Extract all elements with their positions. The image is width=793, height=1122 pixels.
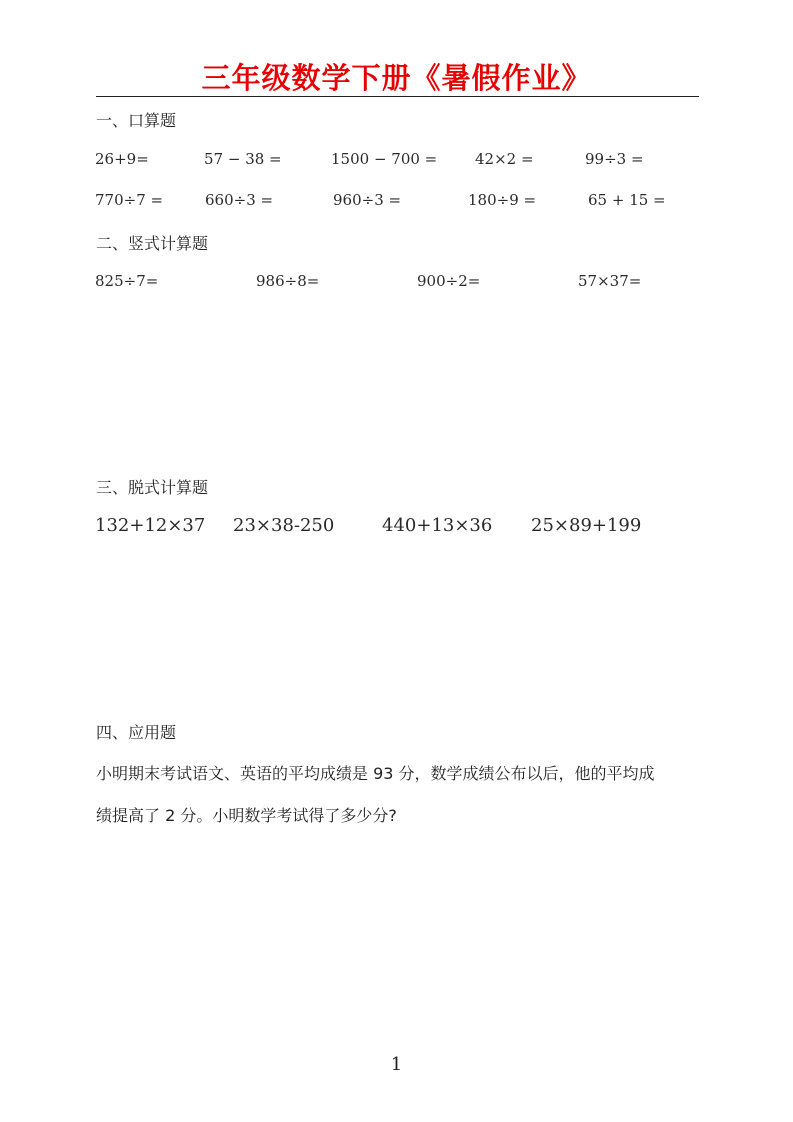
oral-problem: 42×2 = — [475, 150, 534, 168]
vertical-problem: 57×37= — [578, 272, 642, 290]
oral-problem: 660÷3 = — [205, 191, 274, 209]
section-heading-vertical: 二、竖式计算题 — [96, 234, 209, 253]
oral-problem: 65 + 15 = — [588, 191, 666, 209]
section-heading-stepwise: 三、脱式计算题 — [96, 478, 209, 497]
word-problem-line: 小明期末考试语文、英语的平均成绩是 93 分，数学成绩公布以后，他的平均成 — [96, 764, 655, 783]
stepwise-problem: 132+12×37 — [95, 515, 206, 536]
oral-problem: 99÷3 = — [585, 150, 644, 168]
section-heading-application: 四、应用题 — [96, 723, 177, 742]
oral-problem: 770÷7 = — [95, 191, 164, 209]
page-number: 1 — [390, 1054, 403, 1075]
stepwise-problem: 23×38-250 — [233, 515, 335, 536]
oral-problem: 1500 − 700 = — [331, 150, 438, 168]
page-title: 三年级数学下册《暑假作业》 — [201, 61, 592, 95]
title-underline — [96, 96, 699, 97]
oral-problem: 57 − 38 = — [204, 150, 282, 168]
stepwise-problem: 440+13×36 — [382, 515, 493, 536]
vertical-problem: 825÷7= — [95, 272, 159, 290]
vertical-problem: 900÷2= — [417, 272, 481, 290]
oral-problem: 26+9= — [95, 150, 149, 168]
oral-problem: 180÷9 = — [468, 191, 537, 209]
vertical-problem: 986÷8= — [256, 272, 320, 290]
section-heading-oral: 一、口算题 — [96, 111, 177, 130]
oral-problem: 960÷3 = — [333, 191, 402, 209]
word-problem-line: 绩提高了 2 分。小明数学考试得了多少分? — [96, 806, 397, 825]
stepwise-problem: 25×89+199 — [531, 515, 642, 536]
